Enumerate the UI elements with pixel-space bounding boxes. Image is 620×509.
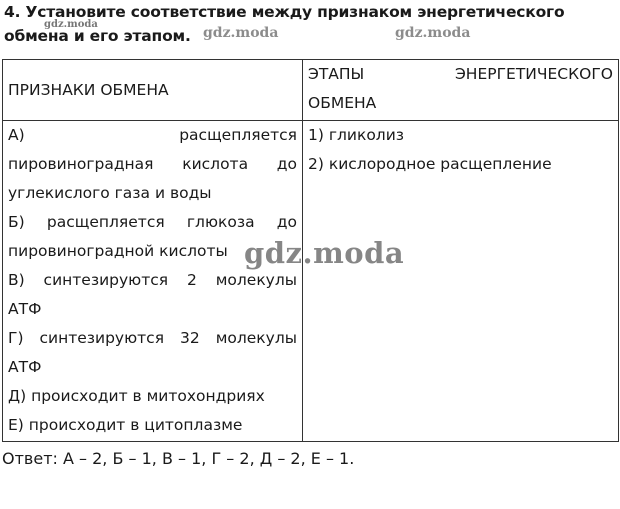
stages-cell (303, 121, 619, 442)
feature-line: АТФ (8, 358, 42, 376)
table-header-row (3, 60, 619, 121)
watermark-right: gdz.moda (395, 25, 471, 41)
stage-item: 1) гликолиз (308, 126, 405, 144)
header-stages-line1: ЭТАПЫ ЭНЕРГЕТИЧЕСКОГО (308, 65, 613, 83)
stage-item: 2) кислородное расщепление (308, 155, 552, 173)
feature-line: углекислого газа и воды (8, 184, 212, 202)
header-features: ПРИЗНАКИ ОБМЕНА (3, 60, 303, 121)
task-title: 4. Установите соответствие между признаком энергетического обмена и его этапом. (4, 3, 565, 45)
feature-line: Е) происходит в цитоплазме (8, 416, 243, 434)
feature-line: Г) синтезируются 32 молекулы (8, 329, 297, 347)
feature-line: Д) происходит в митохондриях (8, 387, 265, 405)
features-cell (3, 121, 303, 442)
feature-line: пировиноградной кислоты (8, 242, 228, 260)
table-body-row (3, 121, 619, 442)
header-stages-line2: ОБМЕНА (308, 94, 377, 112)
watermark-large: gdz.moda (244, 236, 405, 270)
feature-line: А) расщепляется (8, 126, 297, 144)
watermark-small: gdz.moda (44, 19, 98, 30)
header-stages (303, 60, 619, 121)
feature-line: АТФ (8, 300, 42, 318)
feature-line: В) синтезируются 2 молекулы (8, 271, 297, 289)
watermark-inline: gdz.moda (203, 25, 279, 41)
feature-line: Б) расщепляется глюкоза до (8, 213, 297, 231)
answer-text: Ответ: А – 2, Б – 1, В – 1, Г – 2, Д – 2, Е – 1. (2, 449, 355, 468)
feature-line: пировиноградная кислота до (8, 155, 297, 173)
